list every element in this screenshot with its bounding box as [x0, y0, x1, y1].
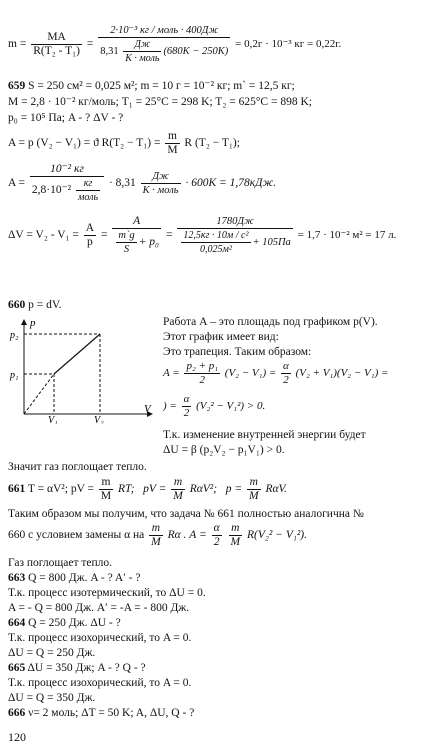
p659-eq-volume: ΔV = V₂ - V₁ = $\frac{A}{p}$ = A $\frac{m`g}{S}$ + p₀ = 1780Дж $\frac{\text{12,5кг · 10м / c²}}{\text{0,025м²}}$ + 105Па = 1,7 · 10⁻² м² = 17 л.: [8, 215, 397, 255]
p659-line1: 659 S = 250 см² = 0,025 м²; m = 10 г = 10⁻² кг; m` = 12,5 кг;: [8, 80, 295, 92]
p665-line2: Т.к. процесс изохорический, то A = 0.: [8, 677, 192, 689]
p664-line1: 664 Q = 250 Дж. ΔU - ?: [8, 617, 121, 629]
p660-text2: Этот график имеет вид:: [163, 331, 279, 343]
pv-graph: [8, 316, 158, 424]
graph-p1-label: p₁: [10, 370, 19, 381]
p661-text2: 660 с условием замены α на $\frac{m}{M}$ Rα . A = $\frac{\alpha}{2}$ $\frac{m}{M}$ R(V₂² − V₁²).: [8, 522, 307, 548]
p661-text1: Таким образом мы получим, что задача № 661 полностью аналогична №: [8, 508, 364, 520]
p660-text1: Работа А – это площадь под графиком p(V).: [163, 316, 378, 328]
graph-p2-label: p₂: [10, 330, 19, 341]
p663-line2: Т.к. процесс изотермический, то ΔU = 0.: [8, 587, 206, 599]
graph-y-label: p: [30, 317, 36, 329]
page-number: 120: [8, 730, 26, 744]
p659-line2: M = 2,8 · 10⁻² кг/моль; T₁ = 25°C = 298 K; T₂ = 625°C = 898 K;: [8, 96, 312, 108]
p666-line1: 666 ν= 2 моль; ΔT = 50 K; A, ΔU, Q - ?: [8, 707, 195, 719]
graph-x-label: V: [144, 403, 151, 415]
p663-line3: A = - Q = 800 Дж. A′ = -A = - 800 Дж.: [8, 602, 190, 614]
p664-line2: Т.к. процесс изохорический, то A = 0.: [8, 632, 192, 644]
p661-text3: Газ поглощает тепло.: [8, 557, 113, 569]
graph-v2-label: V₂: [94, 415, 104, 424]
p660-text5: ΔU = β (p₂V₂ − p₁V₁) > 0.: [163, 444, 285, 456]
p660-text4: Т.к. изменение внутренней энергии будет: [163, 429, 366, 441]
graph-origin-dashed: [24, 374, 54, 414]
p659-line3: p₀ = 10⁵ Па; A - ? ΔV - ?: [8, 112, 124, 124]
p659-eq-work-value: A = 10⁻² кг 2,8·10⁻² $\frac{кг}{\text{моль}}$ · 8,31 $\frac{Дж}{\text{K · моль}}$ · 600K = 1,78кДж.: [8, 163, 277, 203]
p665-line3: ΔU = Q = 350 Дж.: [8, 692, 96, 704]
p660-eq-area-result: ) = $\frac{\alpha}{2}$ (V₂² − V₁²) > 0.: [163, 393, 266, 419]
formula-mass: m = $\frac{MA}{\text{R(T₂ - T₁)}}$ = 2·10⁻³ кг / моль · 400Дж 8,31 $\frac{Дж}{\text{K · моль}}$ (680K − 250K) = 0,2г · 10⁻³ кг = 0,22г.: [8, 25, 342, 64]
p659-eq-work: A = p (V₂ − V₁) = ϑ R(T₂ − T₁) = $\frac{m}{M}$ R (T₂ − T₁);: [8, 130, 240, 156]
p661-eq: 661 T = αV²; pV = $\frac{m}{M}$ RT; pV = $\frac{m}{M}$ RαV²; p = $\frac{m}{M}$ RαV.: [8, 476, 287, 502]
graph-process-line: [54, 334, 100, 374]
p660-text3: Это трапеция. Таким образом:: [163, 346, 312, 358]
graph-v1-label: V₁: [48, 415, 58, 424]
p663-line1: 663 Q = 800 Дж. A - ? A′ - ?: [8, 572, 141, 584]
p660-text6: Значит газ поглощает тепло.: [8, 461, 147, 473]
p664-line3: ΔU = Q = 250 Дж.: [8, 647, 96, 659]
p660-eq-area: A = $\frac{\text{p₂ + p₁}}{2}$ (V₂ − V₁) = $\frac{\alpha}{2}$ (V₂ + V₁)(V₂ − V₁) =: [163, 360, 389, 386]
p660-head: 660 p = dV.: [8, 299, 62, 311]
p665-line1: 665 ΔU = 350 Дж; A - ? Q - ?: [8, 662, 146, 674]
